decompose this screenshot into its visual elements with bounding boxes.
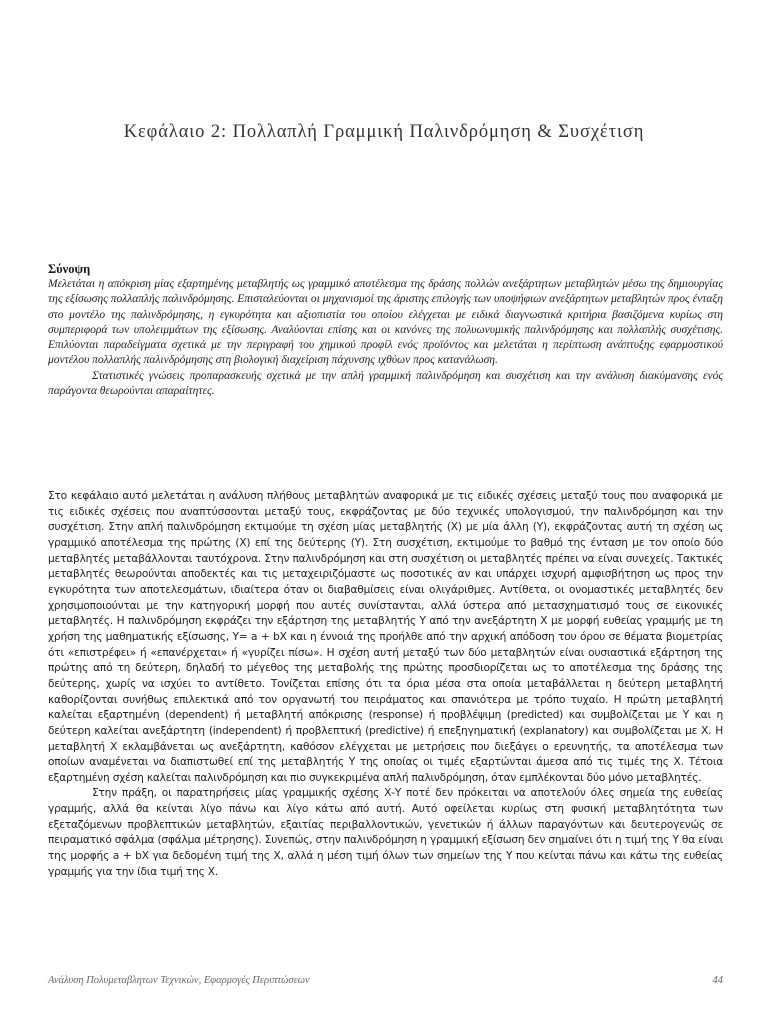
footer-book-title: Ανάλυση Πολυμεταβλητων Τεχνικών, Εφαρμογές Περιπτώσεων bbox=[48, 975, 310, 986]
page-number: 44 bbox=[712, 975, 723, 986]
body-paragraph-2: Στην πράξη, οι παρατηρήσεις μίας γραμμικής σχέσης Χ-Υ ποτέ δεν πρόκειται να αποτελούν όλες σημεία της ευθείας γραμμής, αλλά θα κείνται λίγο πάνω και λίγο κάτω από αυτή. Αυτό οφείλεται κυρίως στη φυσική μεταβλητότητα των εξεταζόμενων προβλεπτικών μεταβλητών, εξαιτίας περιβαλλοντικών, γενετικών ή άλλων παραγόντων και δευτερογενώς σε πειραματικό σφάλμα (σφάλμα μέτρησης). Συνεπώς, στην παλινδρόμηση η γραμμική εξίσωση δεν σημαίνει ότι η τιμή της Υ θα είναι της μορφής a + bΧ για δεδομένη τιμή της Χ, αλλά η μέση τιμή όλων των σημείων της Υ που κείνται πάνω και κάτω της ευθείας γραμμής για την ίδια τιμή της Χ. bbox=[48, 787, 723, 878]
summary-paragraph-1: Μελετάται η απόκριση μίας εξαρτημένης μεταβλητής ως γραμμικό αποτέλεσμα της δράσης πολλών ανεξάρτητων μεταβλητών μέσω της δημιουργίας της εξίσωσης πολλαπλής παλινδρόμησης. Επισταλεύονται οι μηχανισμοί της άριστης επιλογής των υποψήφιων ανεξάρτητων μεταβλητών προς ένταξη στο μοντέλο της παλινδρόμησης, η εγκυρότητα και αξιοπιστία του οποίου ελέγχεται με ειδικά διαγνωστικά κριτήρια βασιζόμενα κυρίως στη συμπεριφορά των υπολειμμάτων της εξίσωσης. Αναλύονται επίσης και οι κανόνες της πολυωνυμικής παλινδρόμησης και πολλαπλής συσχέτισης. Επιλύονται παραδείγματα σχετικά με την περιγραφή του χημικού προφίλ ενός προϊόντος και μελετάται η περίπτωση ανάπτυξης εφαρμοστικού μοντέλου πολλαπλής παλινδρόμησης στη βιολογική διαχείριση πάχυνσης ιχθύων προς κατανάλωση. bbox=[48, 278, 723, 367]
summary-paragraph-2: Στατιστικές γνώσεις προπαρασκευής σχετικά με την απλή γραμμική παλινδρόμηση και συσχέτιση και την ανάλυση διακύμανσης ενός παράγοντα θεωρούνται απαραίτητες. bbox=[48, 369, 723, 398]
chapter-title: Κεφάλαιο 2: Πολλαπλή Γραμμική Παλινδρόμηση & Συσχέτιση bbox=[123, 122, 645, 142]
summary-section bbox=[48, 262, 723, 399]
body-paragraph-1: Στο κεφάλαιο αυτό μελετάται η ανάλυση πλήθους μεταβλητών αναφορικά με τις ειδικές σχέσεις μεταξύ τους που αναφορικά με τις ειδικές σχέσεις που αναπτύσσονται μεταξύ τους, εκφράζοντας με δύο τεχνικές υπολογισμού, την παλινδρόμηση και την συσχέτιση. Στην απλή παλινδρόμηση εκτιμούμε τη σχέση μίας μεταβλητής (Χ) με μία άλλη (Υ), εκφράζοντας αυτή τη σχέση ως γραμμικό αποτέλεσμα της πρώτης (Χ) επί της δεύτερης (Υ). Στη συσχέτιση, εκτιμούμε το βαθμό της ένταση με τον οποίο δύο μεταβλητές μεταβάλλονται ταυτόχρονα. Στην παλινδρόμηση και στη συσχέτιση οι μεταβλητές πρέπει να είναι συνεχείς. Τακτικές μεταβλητές θεωρούνται αποδεκτές και τις μεταχειριζόμαστε ως ποσοτικές αν και υπάρχει ισχυρή αμφισβήτηση ως προς την εγκυρότητα των αποτελεσμάτων, ιδιαίτερα όταν οι διαβαθμίσεις είναι ολιγάριθμες. Αντίθετα, οι ονομαστικές μεταβλητές δεν χρησιμοποιούνται με την κατηγορική μορφή που αυτές συνίστανται, αλλά ύστερα από μετασχηματισμό τους σε εικονικές μεταβλητές. Η παλινδρόμηση εκφράζει την εξάρτηση της μεταβλητής Υ από την ανεξάρτητη Χ με μορφή ευθείας γραμμής με τη χρήση της μαθηματικής εξίσωσης, Υ= a + bΧ και η έννοιά της προήλθε από την αρχική απόδοση του όρου σε θέματα βιομετρίας ότι «επιστρέφει» ή «επανέρχεται» ή «γυρίζει πίσω». Η σχέση αυτή μεταξύ των δύο μεταβλητών είναι ουσιαστικά εξάρτηση της πρώτης από τη δεύτερη, δηλαδή το μέγεθος της μεταβολής της πρώτης προσδιορίζεται ως το αποτέλεσμα της δράσης της δεύτερης, χωρίς να ισχύει το αντίθετο. Τονίζεται επίσης ότι τα όρια μέσα στα οποία μεταβάλλεται η δεύτερη μεταβλητή καθορίζονται συνήθως επιλεκτικά από τον οργανωτή του πειράματος και σπανιότερα με τρόπο τυχαίο. Η πρώτη μεταβλητή καλείται εξαρτημένη (dependent) ή μεταβλητή απόκρισης (response) ή προβλέψιμη (predicted) και συμβολίζεται με Υ και η δεύτερη καλείται ανεξάρτητη (independent) ή προβλεπτική (predictive) ή επεξηγηματική (explanatory) και συμβολίζεται με Χ. Η μεταβλητή Χ εκλαμβάνεται ως ανεξάρτητη, καθόσον ελέγχεται με μετρήσεις που διεξάγει ο ερευνητής, τα αποτέλεσμα των οποίων αναμένεται να διαπιστωθεί επί της μεταβλητής Υ της οποίας οι τιμές εξαρτώνται άμεσα από τις τιμές της Χ. Τέτοια εξαρτημένη σχέση καλείται παλινδρόμηση και πιο συγκεκριμένα απλή παλινδρόμηση, όταν εμπλέκονται δύο μόνο μεταβλητές. bbox=[48, 490, 723, 784]
summary-heading: Σύνοψη bbox=[48, 262, 91, 276]
body-section bbox=[48, 489, 723, 880]
page-footer bbox=[48, 975, 723, 986]
